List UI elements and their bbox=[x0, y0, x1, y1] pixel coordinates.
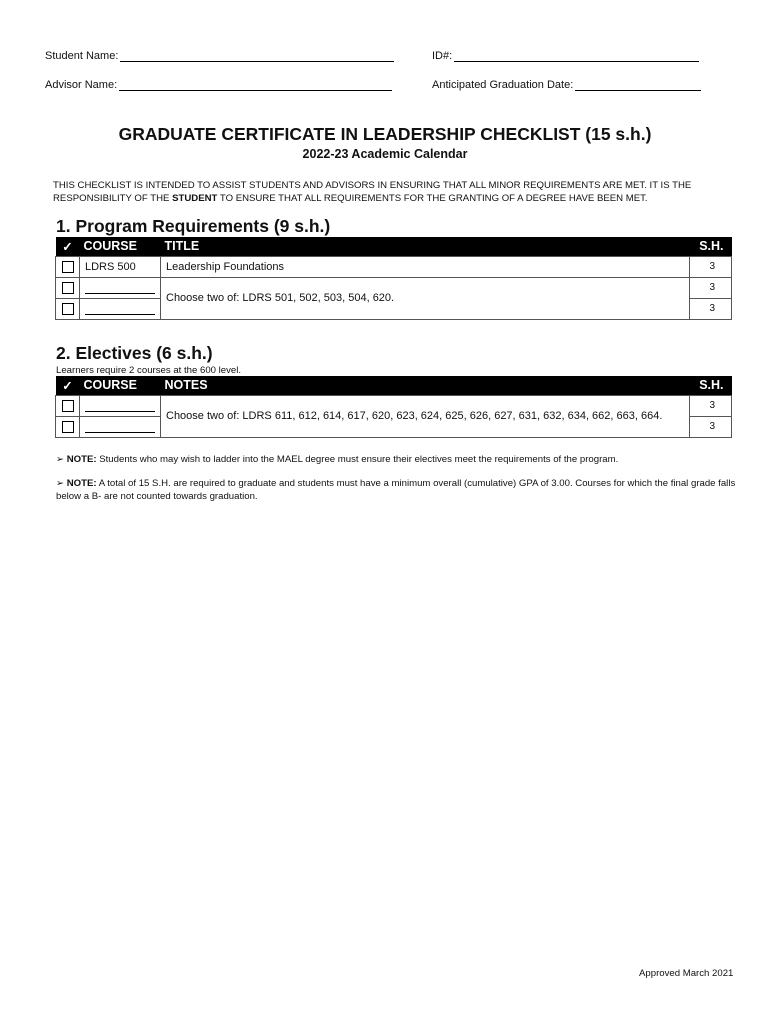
student-name-label: Student Name: bbox=[45, 50, 119, 62]
check-column-header: ✓ bbox=[56, 237, 80, 256]
course-cell[interactable] bbox=[80, 298, 161, 319]
program-requirements-table bbox=[55, 237, 732, 320]
page-subtitle: 2022-23 Academic Calendar bbox=[302, 147, 468, 161]
sh-column-header: S.H. bbox=[690, 376, 732, 395]
checkbox[interactable] bbox=[62, 303, 74, 315]
title-column-header: TITLE bbox=[161, 237, 690, 256]
intro-text-2: TO ENSURE THAT ALL REQUIREMENTS FOR THE GRANTING OF A DEGREE HAVE BEEN MET. bbox=[217, 192, 648, 204]
check-cell[interactable] bbox=[56, 277, 80, 298]
check-column-header: ✓ bbox=[56, 376, 80, 395]
note-text: Students who may wish to ladder into the MAEL degree must ensure their electives meet the requirements of the program. bbox=[96, 454, 619, 465]
student-name-line[interactable] bbox=[120, 50, 394, 62]
sh-cell: 3 bbox=[690, 256, 732, 277]
course-cell[interactable] bbox=[80, 277, 161, 298]
page-title: GRADUATE CERTIFICATE IN LEADERSHIP CHECKLIST (15 s.h.) bbox=[118, 124, 652, 144]
advisor-name-field[interactable] bbox=[45, 79, 392, 91]
course-blank-line[interactable] bbox=[85, 421, 155, 433]
title-cell: Leadership Foundations bbox=[161, 256, 690, 277]
sh-column-header: S.H. bbox=[690, 237, 732, 256]
notes-column-header: NOTES bbox=[161, 376, 690, 395]
sh-cell: 3 bbox=[690, 277, 732, 298]
table-row bbox=[56, 277, 732, 298]
intro-text-1: THIS CHECKLIST IS INTENDED TO ASSIST STUDENTS AND ADVISORS IN ENSURING THAT ALL MINOR REQUIREMENTS ARE MET. IT IS THE RESPONSIBILITY OF THE bbox=[53, 180, 692, 204]
intro-paragraph bbox=[53, 180, 733, 205]
checkbox[interactable] bbox=[62, 261, 74, 273]
note-text: A total of 15 S.H. are required to graduate and students must have a minimum overall (cumulative) GPA of 3.00. Courses for which the final grade falls below a B- are not counted towards graduation. bbox=[56, 478, 736, 502]
arrow-bullet-icon: ➢ bbox=[56, 478, 65, 489]
check-cell[interactable] bbox=[56, 416, 80, 437]
course-column-header: COURSE bbox=[80, 237, 161, 256]
graduation-date-label: Anticipated Graduation Date: bbox=[432, 79, 574, 91]
title-cell: Choose two of: LDRS 501, 502, 503, 504, 620. bbox=[161, 277, 690, 319]
note-label: NOTE: bbox=[66, 478, 97, 489]
course-blank-line[interactable] bbox=[85, 282, 155, 294]
course-blank-line[interactable] bbox=[85, 400, 155, 412]
notes-cell: Choose two of: LDRS 611, 612, 614, 617, 620, 623, 624, 625, 626, 627, 631, 632, 634, 662, 663, 664. bbox=[161, 395, 690, 437]
table-header-row bbox=[56, 376, 732, 395]
graduation-date-field[interactable] bbox=[432, 79, 701, 91]
sh-cell: 3 bbox=[690, 395, 732, 416]
section2-heading: 2. Electives (6 s.h.) bbox=[56, 343, 213, 363]
id-line[interactable] bbox=[454, 50, 699, 62]
check-cell[interactable] bbox=[56, 298, 80, 319]
checkbox[interactable] bbox=[62, 282, 74, 294]
intro-bold-student: STUDENT bbox=[172, 192, 218, 204]
advisor-name-line[interactable] bbox=[119, 79, 392, 91]
table-header-row bbox=[56, 237, 732, 256]
student-name-field[interactable] bbox=[45, 50, 394, 62]
sh-cell: 3 bbox=[690, 298, 732, 319]
sh-cell: 3 bbox=[690, 416, 732, 437]
check-cell[interactable] bbox=[56, 395, 80, 416]
course-cell: LDRS 500 bbox=[80, 256, 161, 277]
electives-table bbox=[55, 376, 732, 438]
note-item bbox=[56, 454, 736, 467]
graduation-date-line[interactable] bbox=[575, 79, 701, 91]
checkbox[interactable] bbox=[62, 400, 74, 412]
course-blank-line[interactable] bbox=[85, 303, 155, 315]
checkbox[interactable] bbox=[62, 421, 74, 433]
id-field[interactable] bbox=[432, 50, 699, 62]
note-label: NOTE: bbox=[66, 454, 97, 465]
table-row bbox=[56, 256, 732, 277]
course-cell[interactable] bbox=[80, 395, 161, 416]
table-row bbox=[56, 395, 732, 416]
arrow-bullet-icon: ➢ bbox=[56, 454, 65, 465]
approval-footer: Approved March 2021 bbox=[639, 968, 734, 979]
section1-heading: 1. Program Requirements (9 s.h.) bbox=[56, 216, 331, 236]
note-item bbox=[56, 478, 736, 503]
course-column-header: COURSE bbox=[80, 376, 161, 395]
advisor-name-label: Advisor Name: bbox=[45, 79, 118, 91]
id-label: ID#: bbox=[432, 50, 453, 62]
section2-note: Learners require 2 courses at the 600 level. bbox=[56, 365, 242, 376]
course-cell[interactable] bbox=[80, 416, 161, 437]
check-cell[interactable] bbox=[56, 256, 80, 277]
